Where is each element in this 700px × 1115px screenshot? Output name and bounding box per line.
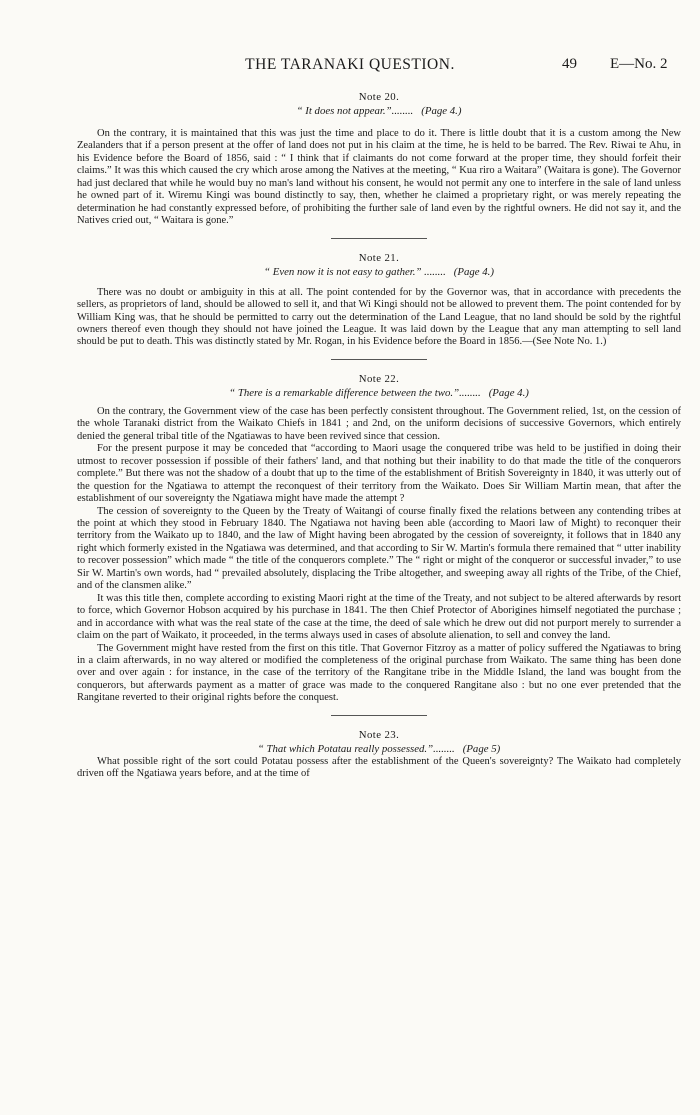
- running-title: THE TARANAKI QUESTION.: [245, 56, 455, 73]
- paragraph: On the contrary, the Government view of the case has been perfectly consistent throughout. The Government relied, 1st, on the cession of the whole Taranaki district from the Waikato Chiefs in 1841 ; and 2nd, on the uniform decisions of successive Governors, which entirely denied the general tribal title of the Ngatiawas to have been revived since that cession.: [77, 405, 681, 442]
- note-heading: Note 22.: [358, 372, 400, 385]
- paragraph: What possible right of the sort could Potatau possess after the establishment of the Queen's sovereignty? The Waikato had completely driven off the Ngatiawa years before, and at the time of: [77, 755, 681, 780]
- note-quote: “ There is a remarkable difference between the two.”........: [229, 386, 481, 399]
- paragraph: For the present purpose it may be conceded that “according to Maori usage the conquered tribe was held to be justified in doing their utmost to recover possession if possible of their fathers' land, and that nothing but their inability to do that made the title of the conquerors complete.” But there was not the shadow of a doubt that up to the time of the establishment of British Sovereignty in 1840, it was utterly out of the question for the Ngatiawa to attempt the reconquest of their territory from the Waikato. Does Sir William Martin mean, that after the establishment of our sovereignty the Ngatiawa might have made the attempt ?: [77, 443, 681, 505]
- paragraph: There was no doubt or ambiguity in this at all. The point contended for by the Governor was, that in accordance with precedents the sellers, as proprietors of land, should be allowed to sell it, and that Wi Kingi should not be allowed to prevent them. The point contended for by William King was, that he should be permitted to carry out the determination of the Land League, that no land should be sold by the rightful owners thereof even though they should not have joined the League. It was laid down by the League that any man attempting to sell land should be put to death. This was distinctly stated by Mr. Rogan, in his Evidence before the Board in 1856.—(See Note No. 1.): [77, 286, 681, 348]
- note-heading: Note 21.: [358, 251, 400, 264]
- note-page-ref: (Page 4.): [453, 265, 494, 278]
- section-divider: [331, 715, 427, 716]
- note-subheading: [77, 104, 681, 118]
- note-quote: “ That which Potatau really possessed.”........: [257, 742, 455, 755]
- note-subheading: [77, 386, 681, 400]
- note-subheading: [77, 265, 681, 279]
- note-20: [77, 90, 681, 228]
- section-divider: [331, 238, 427, 239]
- paragraph: It was this title then, complete according to existing Maori right at the time of the Treaty, and not subject to be altered afterwards by resort to force, which Governor Hobson acquired by his purchase in 1841. The then Chief Protector of Aborigines himself negotiated the purchase ; and in accordance with what was the real state of the case at the time, the deed of sale which he drew out did not purport merely to surrender a claim on the part of Waikato, it proceeded, in the terms always used in cases of absolute alienation, to sell and convey the land.: [77, 592, 681, 642]
- note-quote: “ It does not appear.”........: [296, 105, 414, 117]
- section-divider: [331, 359, 427, 360]
- note-page-ref: (Page 4.): [488, 386, 529, 399]
- note-quote: “ Even now it is not easy to gather.” ........: [264, 265, 446, 278]
- note-23: [77, 728, 681, 781]
- paragraph: The cession of sovereignty to the Queen by the Treaty of Waitangi of course finally fixed the relations between any contending tribes at the point at which they stood in February 1840. The Ngatiawa not having been able (according to Maori law of Might) to reconquer their territory from the Waikato up to 1840, and the law of Might having been abrogated by the cession of sovereignty, it follows that in 1840 any right which formerly existed in the Ngatiawa was determined, and that according to Sir W. Martin's formula there remained that “ utter inability to recover possession” which made “ the title of the conquerors complete.” The “ right or might of the conqueror or successful invader,” to use Sir W. Martin's own words, had “ prevailed absolutely, displacing the Tribe altogether, and sweeping away all rights of the Tribe, of the Chief, and of the clansmen alike.”: [77, 505, 681, 592]
- paragraph: The Government might have rested from the first on this title. That Governor Fitzroy as a matter of policy suffered the Ngatiawas to bring in a claim afterwards, in no way altered or modified the completeness of the original purchase from Waikato. The same thing has been done over and over again : for instance, in the case of the territory of the Rangitane tribe in the Middle Island, the land was bought from the conquerors, but afterwards payment as a matter of grace was made to the conquered Rangitane also : but no one ever pretended that the Rangitane reverted to their original rights before the conquest.: [77, 642, 681, 704]
- note-22: [77, 372, 681, 705]
- page-number: 49: [562, 56, 577, 72]
- note-subheading: [77, 742, 681, 756]
- page-body: [77, 90, 681, 781]
- note-page-ref: (Page 5): [462, 742, 501, 755]
- note-heading: Note 20.: [358, 91, 400, 103]
- note-heading: Note 23.: [358, 728, 400, 741]
- page-header: [0, 56, 700, 78]
- note-21: [77, 251, 681, 349]
- paragraph: On the contrary, it is maintained that this was just the time and place to do it. There is little doubt that it is a custom among the New Zealanders that if a person present at the offer of land does not put in his claim at the time, he is held to be barred. The Rev. Riwai te Ahu, in his Evidence before the Board of 1856, said : “ I think that if claimants do not come forward at the proper time, they should forfeit their claims.” It was this which caused the cry which arose among the Natives at the meeting, “ Kua riro a Waitara” (Waitara is gone). The Governor had just declared that while he would buy no man's land without his consent, he would not permit any one to interfere in the sale of land unless he owned part of it. Wiremu Kingi was bound distinctly to say, then, whether he claimed a proprietary right, or was merely repeating the determination he had constantly expressed before, of prohibiting the further sale of land even by the rightful owners. He did not say it, and the Natives cried out, “ Waitara is gone.”: [77, 128, 681, 227]
- document-reference: E—No. 2: [610, 56, 668, 72]
- note-page-ref: (Page 4.): [421, 105, 462, 117]
